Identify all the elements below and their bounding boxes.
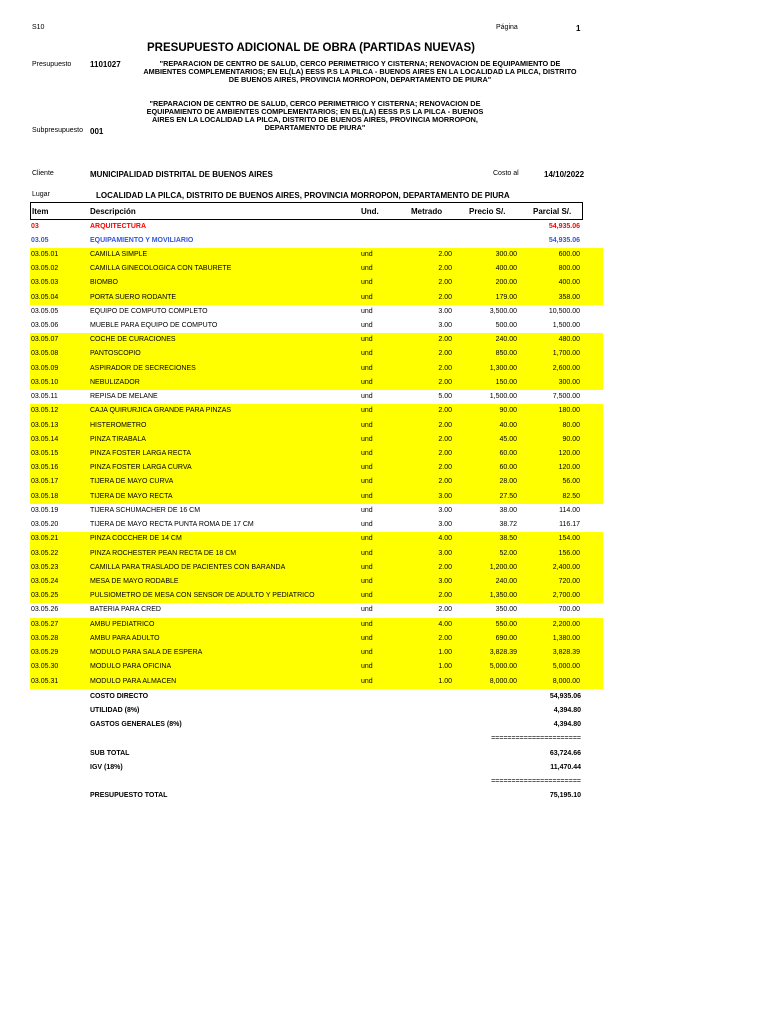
table-row	[30, 376, 603, 390]
cell-precio: 90.00	[499, 407, 517, 415]
report-code: S10	[32, 24, 45, 31]
cell-precio: 1,350.00	[489, 592, 517, 600]
table-row	[30, 319, 603, 333]
cell-parcial: 82.50	[562, 492, 580, 500]
cell-description: AMBU PEDIATRICO	[90, 620, 155, 628]
cell-item: 03.05.22	[31, 549, 59, 557]
cell-precio: 550.00	[495, 620, 517, 628]
cell-description: TIJERA SCHUMACHER DE 16 CM	[90, 506, 201, 514]
table-row	[30, 220, 603, 234]
cell-metrado: 5.00	[438, 393, 452, 401]
table-row	[30, 618, 603, 632]
table-row	[30, 404, 603, 418]
table-row	[30, 547, 603, 561]
cell-metrado: 1.00	[438, 663, 452, 671]
presupuesto-total-value: 75,195.10	[549, 792, 581, 799]
table-row	[30, 490, 603, 504]
cell-unit: und	[361, 364, 373, 372]
cell-item: 03.05.28	[31, 634, 59, 642]
cell-description: MODULO PARA OFICINA	[90, 663, 172, 671]
cell-parcial: 116.17	[559, 521, 580, 529]
separator-line: ======================	[491, 735, 581, 742]
cell-parcial: 120.00	[558, 464, 580, 472]
table-row	[30, 675, 603, 689]
cell-parcial: 54,935.06	[548, 236, 580, 244]
cell-description: EQUIPO DE COMPUTO COMPLETO	[90, 307, 208, 315]
cell-item: 03.05.27	[31, 620, 59, 628]
cliente-label: Cliente	[32, 170, 54, 177]
cell-metrado: 2.00	[438, 336, 452, 344]
cell-description: PANTOSCOPIO	[90, 350, 141, 358]
cell-description: MODULO PARA SALA DE ESPERA	[90, 649, 203, 657]
cell-parcial: 7,500.00	[552, 393, 580, 401]
cell-item: 03.05.17	[31, 478, 59, 486]
cell-description: ASPIRADOR DE SECRECIONES	[90, 364, 196, 372]
cell-parcial: 2,700.00	[552, 592, 580, 600]
table-row	[30, 333, 603, 347]
cell-description: EQUIPAMIENTO Y MOVILIARIO	[90, 236, 194, 244]
table-row	[30, 561, 603, 575]
col-header-descripcion: Descripción	[90, 207, 136, 216]
cell-precio: 1,300.00	[489, 364, 517, 372]
cell-metrado: 2.00	[438, 634, 452, 642]
cell-parcial: 90.00	[562, 435, 580, 443]
costo-label: Costo al	[493, 170, 519, 177]
cell-metrado: 1.00	[438, 677, 452, 685]
cell-unit: und	[361, 578, 373, 585]
cell-unit: und	[361, 563, 373, 571]
cell-description: PINZA TIRABALA	[90, 435, 146, 443]
cell-unit: und	[361, 606, 373, 614]
cell-precio: 350.00	[495, 606, 517, 614]
cell-item: 03.05.23	[31, 563, 59, 571]
table-row	[30, 390, 603, 404]
cell-precio: 38.00	[499, 506, 517, 514]
cell-unit: und	[361, 336, 373, 344]
table-row	[30, 603, 603, 617]
cliente-value: MUNICIPALIDAD DISTRITAL DE BUENOS AIRES	[90, 170, 273, 179]
costo-directo-value: 54,935.06	[549, 693, 581, 700]
cell-precio: 179.00	[495, 293, 517, 301]
table-row	[30, 347, 603, 361]
table-row	[30, 589, 603, 603]
cell-parcial: 300.00	[558, 378, 580, 386]
cell-unit: und	[361, 649, 373, 657]
cell-unit: und	[361, 378, 373, 386]
cell-precio: 3,828.39	[489, 649, 517, 657]
cell-parcial: 5,000.00	[552, 663, 580, 671]
cell-parcial: 80.00	[562, 421, 580, 429]
table-row	[30, 248, 603, 262]
table-row	[30, 532, 603, 546]
cell-description: CAMILLA PARA TRASLADO DE PACIENTES CON BARANDA	[90, 563, 286, 571]
table-row	[30, 305, 603, 319]
presupuesto-label: Presupuesto	[32, 61, 72, 68]
cell-metrado: 2.00	[438, 464, 452, 472]
separator-line: ======================	[491, 778, 581, 785]
table-row	[30, 262, 603, 276]
table-row	[30, 447, 603, 461]
cell-metrado: 3.00	[438, 307, 452, 315]
cell-metrado: 2.00	[438, 407, 452, 415]
cell-item: 03.05.02	[31, 265, 59, 273]
cell-unit: und	[361, 279, 373, 287]
page-label: Página	[496, 24, 518, 31]
table-row	[30, 575, 603, 589]
cell-unit: und	[361, 634, 373, 642]
cell-parcial: 1,700.00	[552, 350, 580, 358]
cell-parcial: 480.00	[558, 336, 580, 344]
cell-parcial: 720.00	[558, 578, 580, 585]
cell-precio: 240.00	[495, 578, 517, 585]
cell-parcial: 180.00	[558, 407, 580, 415]
cell-precio: 3,500.00	[489, 307, 517, 315]
cell-description: MODULO PARA ALMACEN	[90, 677, 177, 685]
costo-fecha: 14/10/2022	[544, 170, 585, 179]
cell-parcial: 156.00	[558, 549, 580, 557]
subpresupuesto-label: Subpresupuesto	[32, 127, 83, 134]
cell-metrado: 2.00	[438, 378, 452, 386]
cell-unit: und	[361, 592, 373, 600]
cell-metrado: 4.00	[438, 535, 452, 543]
cell-item: 03.05.26	[31, 606, 59, 614]
cell-description: PORTA SUERO RODANTE	[90, 293, 177, 301]
cell-metrado: 3.00	[438, 521, 452, 529]
cell-item: 03.05.30	[31, 663, 59, 671]
cell-precio: 400.00	[495, 265, 517, 273]
cell-metrado: 2.00	[438, 478, 452, 486]
cell-description: TIJERA DE MAYO RECTA PUNTA ROMA DE 17 CM	[90, 521, 254, 529]
table-row	[30, 646, 603, 660]
cell-precio: 200.00	[495, 279, 517, 287]
cell-unit: und	[361, 307, 373, 315]
cell-precio: 1,500.00	[489, 393, 517, 401]
cell-precio: 40.00	[499, 421, 517, 429]
cell-item: 03.05.24	[31, 578, 59, 585]
cell-item: 03.05.08	[31, 350, 59, 358]
cell-description: AMBU PARA ADULTO	[90, 634, 160, 642]
cell-precio: 38.50	[499, 535, 517, 543]
table-row	[30, 291, 603, 305]
cell-item: 03.05.03	[31, 279, 59, 287]
cell-unit: und	[361, 549, 373, 557]
cell-parcial: 114.00	[559, 506, 580, 514]
cell-metrado: 3.00	[438, 506, 452, 514]
table-row	[30, 632, 603, 646]
cell-item: 03.05.20	[31, 521, 59, 529]
cell-parcial: 1,380.00	[552, 634, 580, 642]
cell-unit: und	[361, 506, 373, 514]
cell-metrado: 2.00	[438, 364, 452, 372]
cell-description: BATERIA PARA CRED	[90, 606, 161, 614]
cell-parcial: 56.00	[562, 478, 580, 486]
subpresupuesto-description: "REPARACION DE CENTRO DE SALUD, CERCO PERIMETRICO Y CISTERNA; RENOVACION DE EQUIPAMIENTO DE AMBIENTES COMPLEMENTARIOS; EN EL(LA) EESS P.S LA PILCA - BUENOS AIRES EN LA LOCALIDAD LA PILCA, DISTRITO DE BUENOS AIRES, PROVINCIA MORROPON, DEPARTAMENTO DE PIURA"	[146, 99, 484, 132]
cell-description: REPISA DE MELANE	[90, 393, 158, 401]
cell-metrado: 3.00	[438, 322, 452, 330]
col-header-metrado: Metrado	[411, 207, 443, 216]
cell-unit: und	[361, 265, 373, 273]
cell-unit: und	[361, 677, 373, 685]
cell-metrado: 3.00	[438, 549, 452, 557]
cell-precio: 38.72	[499, 521, 517, 529]
presupuesto-total-label: PRESUPUESTO TOTAL	[90, 792, 168, 799]
cell-precio: 28.00	[499, 478, 517, 486]
cell-description: NEBULIZADOR	[90, 378, 140, 386]
gastos-generales-label: GASTOS GENERALES (8%)	[90, 721, 182, 728]
table-row	[30, 518, 603, 532]
cell-description: PINZA FOSTER LARGA RECTA	[90, 450, 192, 458]
cell-item: 03.05.11	[31, 393, 58, 401]
cell-precio: 500.00	[495, 322, 517, 330]
cell-description: BIOMBO	[90, 279, 119, 287]
cell-item: 03.05.09	[31, 364, 59, 372]
col-header-und: Und.	[361, 207, 379, 216]
cell-metrado: 2.00	[438, 450, 452, 458]
cell-description: COCHE DE CURACIONES	[90, 336, 176, 344]
cell-unit: und	[361, 663, 373, 671]
cell-description: PINZA ROCHESTER PEAN RECTA DE 18 CM	[90, 549, 237, 557]
cell-description: ARQUITECTURA	[90, 222, 146, 230]
cell-unit: und	[361, 435, 373, 443]
cell-parcial: 700.00	[558, 606, 580, 614]
cell-item: 03	[31, 222, 39, 230]
cell-description: PINZA COCCHER DE 14 CM	[90, 535, 182, 543]
table-row	[30, 234, 603, 248]
cell-parcial: 800.00	[558, 265, 580, 273]
cell-precio: 850.00	[495, 350, 517, 358]
cell-item: 03.05.15	[31, 450, 59, 458]
lugar-label: Lugar	[32, 191, 50, 198]
cell-description: TIJERA DE MAYO CURVA	[90, 478, 174, 486]
cell-parcial: 10,500.00	[548, 307, 580, 315]
cell-item: 03.05.25	[31, 592, 59, 600]
table-row	[30, 461, 603, 475]
cell-item: 03.05.29	[31, 649, 59, 657]
cell-parcial: 2,600.00	[552, 364, 580, 372]
cell-parcial: 8,000.00	[552, 677, 580, 685]
cell-metrado: 1.00	[438, 649, 452, 657]
cell-precio: 27.50	[499, 492, 517, 500]
cell-item: 03.05.13	[31, 421, 59, 429]
cell-item: 03.05.21	[31, 535, 59, 543]
cell-unit: und	[361, 250, 373, 258]
cell-metrado: 2.00	[438, 250, 452, 258]
cell-parcial: 3,828.39	[552, 649, 580, 657]
table-row	[30, 276, 603, 290]
cell-precio: 45.00	[499, 435, 517, 443]
cell-item: 03.05.10	[31, 378, 59, 386]
cell-metrado: 3.00	[438, 578, 452, 585]
cell-metrado: 2.00	[438, 350, 452, 358]
utilidad-label: UTILIDAD (8%)	[90, 707, 140, 714]
cell-unit: und	[361, 521, 373, 529]
cell-unit: und	[361, 464, 373, 472]
cell-metrado: 4.00	[438, 620, 452, 628]
subtotal-value: 63,724.66	[549, 750, 581, 757]
cell-item: 03.05.18	[31, 492, 59, 500]
cell-precio: 52.00	[499, 549, 517, 557]
cell-item: 03.05.05	[31, 307, 59, 315]
cell-item: 03.05.01	[31, 250, 59, 258]
cell-unit: und	[361, 293, 373, 301]
presupuesto-description: "REPARACION DE CENTRO DE SALUD, CERCO PERIMETRICO Y CISTERNA; RENOVACION DE EQUIPAMIENTO DE AMBIENTES COMPLEMENTARIOS; EN EL(LA) EESS P.S LA PILCA - BUENOS AIRES EN LA LOCALIDAD LA PILCA, DISTRITO DE BUENOS AIRES, PROVINCIA MORROPON, DEPARTAMENTO DE PIURA"	[143, 59, 577, 84]
cell-metrado: 2.00	[438, 293, 452, 301]
cell-parcial: 1,500.00	[552, 322, 580, 330]
cell-metrado: 2.00	[438, 279, 452, 287]
cell-item: 03.05.07	[31, 336, 59, 344]
cell-item: 03.05.31	[31, 677, 59, 685]
cell-description: PULSIOMETRO DE MESA CON SENSOR DE ADULTO Y PEDIATRICO	[90, 592, 315, 600]
cell-unit: und	[361, 450, 373, 458]
cell-unit: und	[361, 535, 373, 543]
cell-item: 03.05.12	[31, 407, 59, 415]
cell-description: HISTEROMETRO	[90, 421, 147, 429]
cell-item: 03.05.19	[31, 506, 59, 514]
col-header-parcial: Parcial S/.	[533, 207, 572, 216]
cell-parcial: 154.00	[558, 535, 580, 543]
cell-precio: 60.00	[499, 464, 517, 472]
cell-parcial: 2,200.00	[552, 620, 580, 628]
cell-metrado: 2.00	[438, 563, 452, 571]
cell-description: CAMILLA GINECOLOGICA CON TABURETE	[90, 265, 232, 273]
cell-precio: 240.00	[495, 336, 517, 344]
cell-description: CAMILLA SIMPLE	[90, 250, 148, 258]
cell-unit: und	[361, 620, 373, 628]
gastos-generales-value: 4,394.80	[553, 721, 581, 728]
col-header-item: Item	[32, 207, 49, 216]
page-number: 1	[576, 24, 581, 33]
cell-item: 03.05.04	[31, 293, 59, 301]
table-row	[30, 362, 603, 376]
cell-metrado: 2.00	[438, 606, 452, 614]
cell-precio: 8,000.00	[489, 677, 517, 685]
cell-description: CAJA QUIRURJICA GRANDE PARA PINZAS	[90, 407, 232, 415]
cell-parcial: 358.00	[558, 293, 580, 301]
cell-unit: und	[361, 350, 373, 358]
cell-precio: 5,000.00	[489, 663, 517, 671]
cell-unit: und	[361, 407, 373, 415]
cell-item: 03.05.16	[31, 464, 59, 472]
table-row	[30, 475, 603, 489]
cell-metrado: 2.00	[438, 592, 452, 600]
cell-metrado: 2.00	[438, 265, 452, 273]
cell-precio: 60.00	[499, 450, 517, 458]
cell-parcial: 120.00	[558, 450, 580, 458]
cell-metrado: 2.00	[438, 435, 452, 443]
costo-directo-label: COSTO DIRECTO	[90, 693, 149, 700]
cell-description: PINZA FOSTER LARGA CURVA	[90, 464, 192, 472]
cell-unit: und	[361, 322, 373, 330]
page-title: PRESUPUESTO ADICIONAL DE OBRA (PARTIDAS NUEVAS)	[147, 42, 475, 54]
cell-unit: und	[361, 393, 373, 401]
cell-description: MUEBLE PARA EQUIPO DE COMPUTO	[90, 322, 218, 330]
utilidad-value: 4,394.80	[553, 707, 581, 714]
cell-item: 03.05	[31, 236, 49, 244]
presupuesto-code: 1101027	[90, 60, 121, 69]
table-row	[30, 660, 603, 674]
cell-unit: und	[361, 478, 373, 486]
cell-parcial: 400.00	[558, 279, 580, 287]
igv-label: IGV (18%)	[90, 764, 123, 771]
cell-item: 03.05.14	[31, 435, 59, 443]
table-row	[30, 504, 603, 518]
cell-parcial: 54,935.06	[548, 222, 580, 230]
cell-unit: und	[361, 421, 373, 429]
cell-parcial: 2,400.00	[552, 563, 580, 571]
cell-metrado: 2.00	[438, 421, 452, 429]
cell-description: MESA DE MAYO RODABLE	[90, 578, 179, 585]
table-row	[30, 419, 603, 433]
cell-precio: 690.00	[495, 634, 517, 642]
table-row	[30, 433, 603, 447]
cell-metrado: 3.00	[438, 492, 452, 500]
cell-precio: 150.00	[495, 378, 517, 386]
col-header-precio: Precio S/.	[469, 207, 506, 216]
cell-parcial: 600.00	[558, 250, 580, 258]
subtotal-label: SUB TOTAL	[90, 750, 130, 757]
cell-item: 03.05.06	[31, 322, 59, 330]
subpresupuesto-code: 001	[90, 127, 104, 136]
cell-precio: 300.00	[495, 250, 517, 258]
cell-precio: 1,200.00	[489, 563, 517, 571]
igv-value: 11,470.44	[550, 764, 581, 771]
cell-unit: und	[361, 492, 373, 500]
lugar-value: LOCALIDAD LA PILCA, DISTRITO DE BUENOS AIRES, PROVINCIA MORROPON, DEPARTAMENTO DE PIURA	[96, 191, 510, 200]
cell-description: TIJERA DE MAYO RECTA	[90, 492, 173, 500]
